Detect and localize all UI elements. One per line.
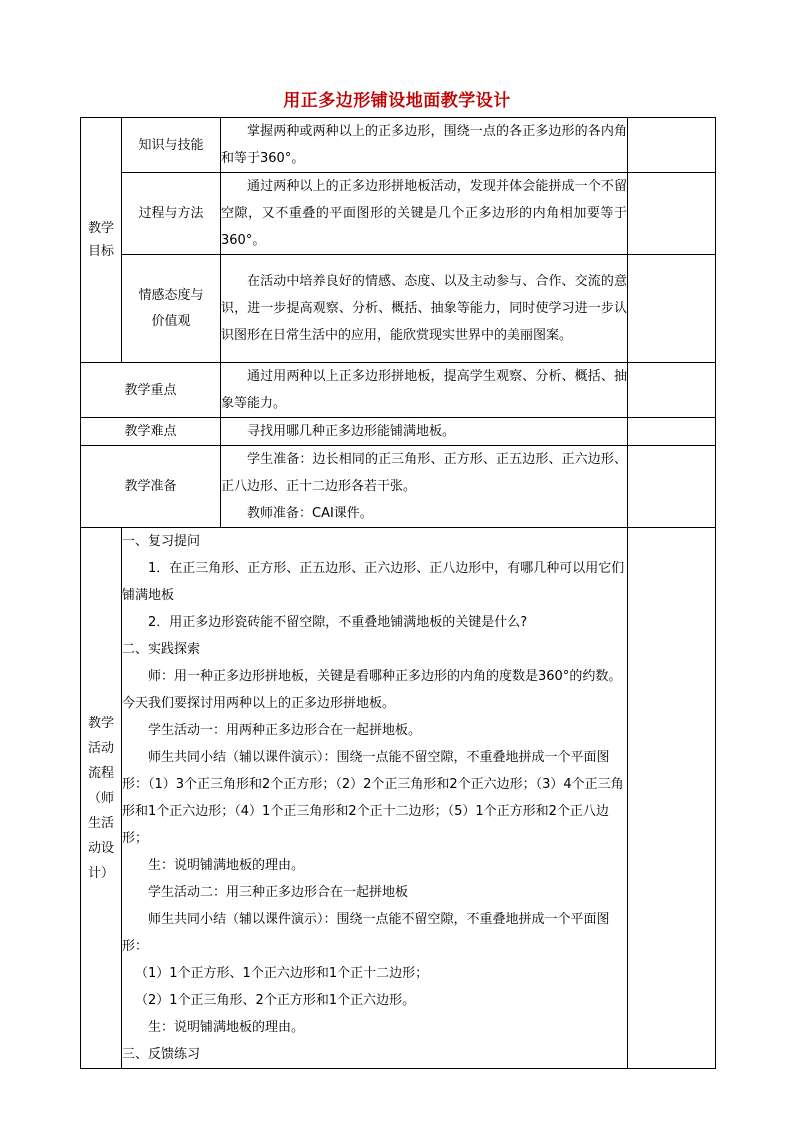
flow-content	[122, 528, 628, 1069]
flow-label	[81, 528, 122, 1069]
flow-paragraph: （1）1个正方形、1个正六边形和1个正十二边形；	[135, 966, 429, 981]
objectives-label	[81, 118, 122, 363]
flow-row	[81, 528, 716, 1069]
flow-paragraph: 学生活动一：用两种正多边形合在一起拼地板。	[148, 723, 422, 738]
objective-row-knowledge	[81, 118, 716, 173]
attitude-text: 在活动中培养良好的情感、态度、以及主动参与、合作、交流的意识，进一步提高观察、分析、概括、抽象等能力，同时使学习进一步认识图形在日常生活中的应用，能欣赏现实世界中的美丽图案。	[221, 274, 627, 343]
blank-cell	[628, 363, 716, 418]
objective-row-attitude	[81, 255, 716, 363]
preparation-row	[81, 446, 716, 528]
difficulty-text: 寻找用哪几种正多边形能铺满地板。	[247, 424, 456, 439]
key-point-row	[81, 363, 716, 418]
flow-paragraph: 2．用正多边形瓷砖能不留空隙，不重叠地铺满地板的关键是什么?	[148, 615, 528, 630]
difficulty-row	[81, 418, 716, 446]
objectives-label-text: 教学目标	[88, 221, 115, 259]
blank-cell	[628, 418, 716, 446]
preparation-label: 教学准备	[81, 446, 221, 528]
lesson-plan-table	[80, 117, 716, 1069]
flow-paragraph: 师：用一种正多边形拼地板，关键是看哪种正多边形的内角的度数是360°的约数。今天我们要探讨用两种以上的正多边形拼地板。	[122, 669, 622, 711]
difficulty-content	[221, 418, 628, 446]
blank-cell	[628, 173, 716, 255]
process-method-label: 过程与方法	[122, 173, 221, 255]
preparation-teacher: 教师准备：CAI课件。	[247, 506, 373, 521]
flow-paragraph: 二、实践探索	[122, 642, 201, 657]
process-method-text: 通过两种以上的正多边形拼地板活动，发现并体会能拼成一个不留空隙，又不重叠的平面图形的关键是几个正多边形的内角相加要等于360°。	[221, 179, 627, 248]
knowledge-skill-text: 掌握两种或两种以上的正多边形，围绕一点的各正多边形的各内角和等于360°。	[221, 124, 627, 166]
key-point-content	[221, 363, 628, 418]
blank-cell	[628, 118, 716, 173]
flow-paragraph: 师生共同小结（辅以课件演示）：围绕一点能不留空隙，不重叠地拼成一个平面图形：	[122, 912, 610, 954]
flow-paragraph: 三、反馈练习	[122, 1047, 201, 1062]
difficulty-label: 教学难点	[81, 418, 221, 446]
key-point-text: 通过用两种以上正多边形拼地板，提高学生观察、分析、概括、抽象等能力。	[221, 369, 627, 411]
flow-label-text: 教学活动流程（师生活动设计）	[87, 715, 114, 881]
flow-paragraph: （2）1个正三角形、2个正方形和1个正六边形。	[135, 993, 416, 1008]
process-method-content	[221, 173, 628, 255]
key-point-label: 教学重点	[81, 363, 221, 418]
knowledge-skill-label: 知识与技能	[122, 118, 221, 173]
attitude-label	[122, 255, 221, 363]
blank-cell	[628, 255, 716, 363]
preparation-content	[221, 446, 628, 528]
preparation-student: 学生准备：边长相同的正三角形、正方形、正五边形、正六边形、正八边形、正十二边形各若干张。	[221, 452, 627, 494]
blank-cell	[628, 446, 716, 528]
flow-paragraph: 师生共同小结（辅以课件演示）：围绕一点能不留空隙，不重叠地拼成一个平面图形：（1）3个正三角形和2个正方形；（2）2个正三角形和2个正六边形；（3）4个正三角形和1个正六边形；（4）1个正三角形和2个正十二边形；（5）1个正方形和2个正八边形；	[122, 750, 624, 846]
attitude-content	[221, 255, 628, 363]
knowledge-skill-content	[221, 118, 628, 173]
attitude-label-text: 情感态度与价值观	[138, 287, 204, 329]
flow-paragraph: 生：说明铺满地板的理由。	[148, 858, 305, 873]
document-title: 用正多边形铺设地面教学设计	[283, 91, 511, 111]
flow-paragraph: 一、复习提问	[122, 534, 201, 549]
flow-paragraph: 1．在正三角形、正方形、正五边形、正六边形、正八边形中，有哪几种可以用它们铺满地板	[122, 561, 625, 603]
flow-paragraph: 学生活动二：用三种正多边形合在一起拼地板	[148, 885, 409, 900]
objective-row-process	[81, 173, 716, 255]
blank-cell	[628, 528, 716, 1069]
flow-paragraph: 生：说明铺满地板的理由。	[148, 1020, 305, 1035]
